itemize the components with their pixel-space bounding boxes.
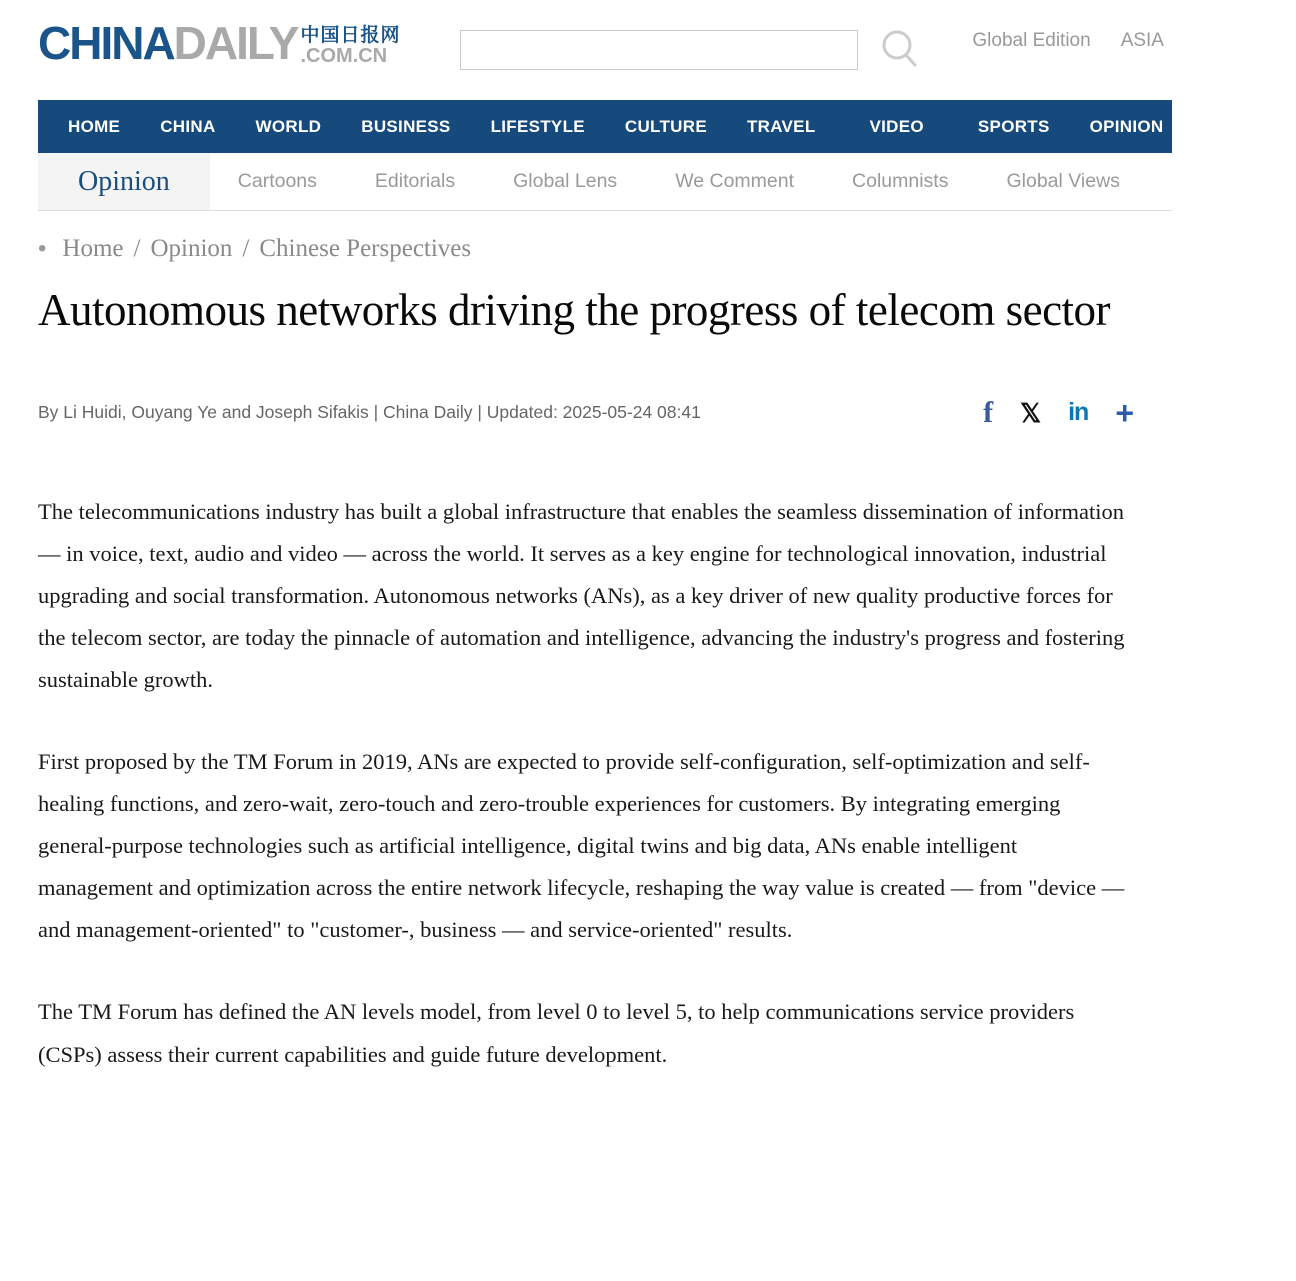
breadcrumb-separator: / (242, 235, 250, 262)
article-body (38, 491, 1134, 1076)
subnav-item-we-comment[interactable]: We Comment (675, 170, 795, 192)
breadcrumb-opinion[interactable]: Opinion (150, 235, 233, 262)
subnav-item-editorials[interactable]: Editorials (374, 170, 456, 192)
opinion-subnav (38, 153, 1172, 211)
logo-china-text: CHINA (38, 17, 174, 69)
nav-item-travel[interactable]: TRAVEL (746, 116, 816, 136)
logo-chinese-characters: 中国日报网 (300, 24, 401, 46)
more-share-icon[interactable]: + (1115, 394, 1134, 431)
breadcrumb-bullet: • (38, 235, 47, 262)
site-header (0, 0, 1172, 100)
article-title: Autonomous networks driving the progress of telecom sector (38, 285, 1111, 335)
main-navigation (38, 100, 1296, 153)
asia-link[interactable]: ASIA (1120, 30, 1164, 51)
logo-subtext (300, 26, 400, 66)
nav-item-regional[interactable]: REGIONAL (1203, 116, 1296, 136)
logo-daily-text: DAILY (173, 17, 298, 69)
breadcrumb-chinese-perspectives[interactable]: Chinese Perspectives (259, 235, 472, 262)
breadcrumb-home[interactable]: Home (62, 235, 124, 262)
subnav-links (238, 153, 1120, 210)
search-input[interactable] (460, 30, 858, 70)
global-edition-link[interactable]: Global Edition (972, 30, 1091, 51)
article-paragraph: The TM Forum has defined the AN levels model, from level 0 to level 5, to help communications service providers (CSPs) assess their current capabilities and guide future development. (38, 999, 1075, 1067)
nav-item-video[interactable]: VIDEO (869, 116, 924, 136)
search-button[interactable] (876, 26, 924, 74)
breadcrumb (38, 235, 1172, 263)
subnav-item-columnists[interactable]: Columnists (852, 170, 949, 192)
x-twitter-share-icon[interactable]: 𝕏 (1020, 397, 1042, 428)
nav-item-sports[interactable]: SPORTS (977, 116, 1050, 136)
logo-domain-text: .COM.CN (300, 45, 388, 67)
nav-item-world[interactable]: WORLD (255, 116, 322, 136)
byline-row (38, 394, 1134, 431)
nav-item-culture[interactable]: CULTURE (624, 116, 707, 136)
search-icon (878, 27, 922, 71)
subnav-item-global-views[interactable]: Global Views (1006, 170, 1120, 192)
subnav-item-global-lens[interactable]: Global Lens (513, 170, 618, 192)
article-paragraph: First proposed by the TM Forum in 2019, ANs are expected to provide self-configuration, self-optimization and self-healing functions, and zero-wait, zero-touch and zero-trouble experiences for customers. By integrating emerging general-purpose technologies such as artificial intelligence, digital twins and big data, ANs enable intelligent management and optimization across the entire network lifecycle, reshaping the way value is created — from "device — and management-oriented" to "customer-, business — and service-oriented" results. (38, 749, 1125, 943)
article-paragraph: The telecommunications industry has built a global infrastructure that enables the seamless dissemination of information — in voice, text, audio and video — across the world. It serves as a key engine for technological innovation, industrial upgrading and social transformation. Autonomous networks (ANs), as a key driver of new quality productive forces for the telecom sector, are today the pinnacle of automation and intelligence, advancing the industry's progress and fostering sustainable growth. (38, 498, 1125, 693)
chinadaily-logo[interactable] (38, 17, 401, 69)
subnav-item-cartoons[interactable]: Cartoons (237, 170, 317, 192)
nav-item-home[interactable]: HOME (68, 116, 121, 136)
nav-item-opinion[interactable]: OPINION (1089, 116, 1164, 136)
linkedin-share-icon[interactable]: in (1068, 398, 1089, 427)
social-share-bar (983, 394, 1134, 431)
breadcrumb-separator: / (133, 235, 141, 262)
logo-wordmark (38, 17, 298, 69)
article-byline: By Li Huidi, Ouyang Ye and Joseph Sifakis | China Daily | Updated: 2025-05-24 08:41 (38, 402, 701, 423)
subnav-section-title[interactable]: Opinion (38, 153, 210, 210)
edition-links (972, 30, 1164, 52)
nav-item-lifestyle[interactable]: LIFESTYLE (490, 116, 585, 136)
nav-item-china[interactable]: CHINA (160, 116, 216, 136)
nav-item-business[interactable]: BUSINESS (361, 116, 451, 136)
facebook-share-icon[interactable]: f (983, 395, 994, 429)
